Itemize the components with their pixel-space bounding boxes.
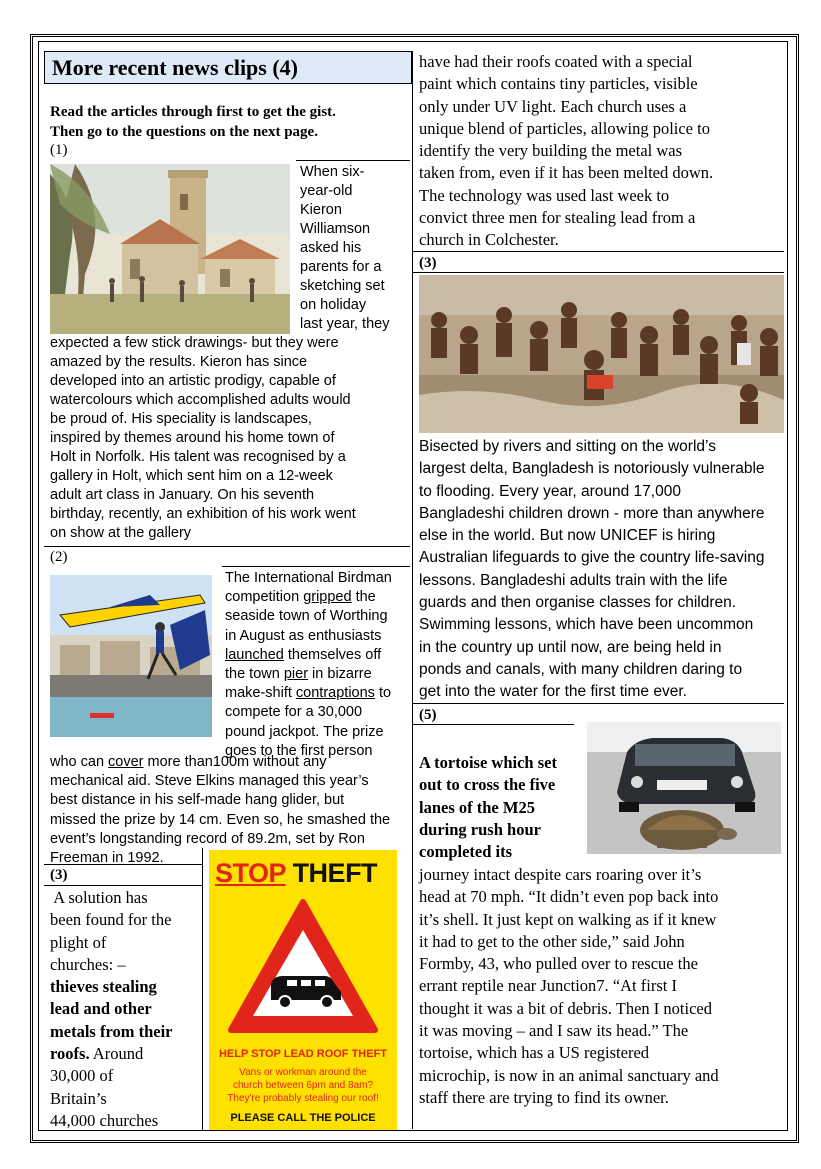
page-title: More recent news clips (4) xyxy=(52,55,299,80)
vocab-word: cover xyxy=(108,754,144,770)
text-line: head at 70 mph. “It didn’t even pop back into xyxy=(419,887,719,907)
text-span: to xyxy=(374,685,392,702)
text-line: Freeman in 1992. xyxy=(50,850,164,867)
text-line: lanes of the M25 xyxy=(419,797,535,817)
text-line: year-old xyxy=(300,183,353,199)
text-line: parents for a xyxy=(300,259,382,275)
text-line: thought it was a bit of debris. Then I noticed xyxy=(419,998,712,1018)
text-line: inspired by themes around his home town of xyxy=(50,430,335,446)
text-line: churches: – xyxy=(50,954,126,974)
divider xyxy=(412,724,574,725)
text-line: microchip, is now in an animal sanctuary and xyxy=(419,1065,719,1085)
text-line: missed the prize by 14 cm. Even so, he smashed the xyxy=(50,811,391,828)
text-line: Williamson xyxy=(300,221,371,237)
text-line: They're probably stealing our roof! xyxy=(227,1093,379,1104)
divider xyxy=(222,566,410,567)
text-line: journey intact despite cars roaring over it’s xyxy=(419,865,702,884)
divider xyxy=(296,160,410,161)
text-line: sketching set xyxy=(300,278,385,294)
text-line xyxy=(225,684,413,703)
text-line: church in Colchester. xyxy=(419,230,559,250)
text-line: expected a few stick drawings- but they were xyxy=(50,335,339,351)
text-line: largest delta, Bangladesh is notoriously vulnerable xyxy=(419,460,765,478)
text-line: Bangladeshi children drown - more than anywhere xyxy=(419,504,765,522)
divider xyxy=(412,251,784,252)
text-line: watercolours which accomplished adults would xyxy=(50,392,351,408)
text-line: Holt in Norfolk. His talent was recognised by a xyxy=(50,449,346,465)
text-line: taken from, even if it has been melted down. xyxy=(419,163,714,183)
title-box xyxy=(44,51,412,84)
column-divider xyxy=(412,51,413,1129)
text-line: unique blend of particles, allowing police to xyxy=(419,118,710,138)
text-line: identify the very building the metal was xyxy=(419,141,683,161)
text-line: The International Birdman xyxy=(225,570,392,586)
text-line: lessons. Bangladeshi adults train with the life xyxy=(419,571,728,589)
intro-line-2: Then go to the questions on the next page. xyxy=(50,124,318,140)
text-line: lead and other xyxy=(50,999,152,1019)
article-1-body xyxy=(50,334,412,543)
text-line: A tortoise which set xyxy=(419,753,557,772)
text-line: only under UV light. Each church uses a xyxy=(419,96,687,116)
text-line: Kieron xyxy=(300,202,342,218)
text-line: been found for the xyxy=(50,910,172,930)
text-line: get into the water for the first time ever. xyxy=(419,683,687,701)
text-line: during rush hour xyxy=(419,819,541,839)
vocab-word: contraptions xyxy=(295,685,375,702)
text-line: compete for a 30,000 xyxy=(225,704,363,721)
article-1-side-text xyxy=(300,163,410,334)
children-swimming-image xyxy=(419,275,784,433)
text-line: 30,000 of xyxy=(50,1066,114,1086)
text-line: mechanical aid. Steve Elkins managed this year’s xyxy=(50,773,369,790)
text-line: asked his xyxy=(300,240,362,256)
text-line: gallery in Holt, which sent him on a 12-week xyxy=(50,468,333,484)
text-span: in bizarre xyxy=(308,666,372,683)
divider xyxy=(44,546,410,547)
text-span: Around xyxy=(89,1044,144,1064)
text-line: Australian lifeguards to give the country life-saving xyxy=(419,549,765,567)
watercolour-church-image xyxy=(50,164,290,334)
text-line: When six- xyxy=(300,164,365,180)
text-span: roofs. xyxy=(50,1044,90,1064)
text-line: Britain’s xyxy=(50,1088,107,1108)
text-line: developed into an artistic prodigy, capable of xyxy=(50,373,336,389)
intro-line-1: Read the articles through first to get the gist. xyxy=(50,104,336,120)
text-span: the xyxy=(351,589,376,606)
vocab-word: gripped xyxy=(303,589,352,606)
text-span: competition xyxy=(225,589,304,606)
text-line: on holiday xyxy=(300,297,367,313)
stop-theft-poster xyxy=(209,850,397,1130)
article-5-side-text xyxy=(419,752,589,863)
divider xyxy=(412,272,784,273)
text-line xyxy=(50,1043,202,1065)
text-line: Formby, 43, who pulled over to rescue the xyxy=(419,954,698,974)
text-line xyxy=(225,588,413,607)
text-line: The technology was used last week to xyxy=(419,185,670,205)
article-1-label: (1) xyxy=(50,142,68,158)
article-3-label: (3) xyxy=(50,867,68,883)
text-line: have had their roofs coated with a special xyxy=(419,52,693,71)
text-line: else in the world. But now UNICEF is hiring xyxy=(419,527,716,545)
text-span: make-shift xyxy=(225,685,296,702)
text-line xyxy=(50,753,412,772)
text-line: event’s longstanding record of 89.2m, set by Ron xyxy=(50,830,365,847)
text-line: amazed by the results. Kieron has since xyxy=(50,354,308,370)
divider xyxy=(202,848,203,1131)
text-line: paint which contains tiny particles, visible xyxy=(419,74,698,94)
text-line: best distance in his self-made hang glider, but xyxy=(50,792,345,809)
text-line: birthday, recently, an exhibition of his work went xyxy=(50,506,356,522)
text-line: Bisected by rivers and sitting on the world’s xyxy=(419,438,716,455)
text-line: guards and then organise classes for children. xyxy=(419,594,737,612)
text-line: completed its xyxy=(419,842,513,862)
text-line: to flooding. Every year, around 17,000 xyxy=(419,482,681,500)
article-3-continued xyxy=(419,51,784,252)
text-line: it’s shell. It just kept on walking as if it knew xyxy=(419,909,717,929)
text-line: be proud of. His speciality is landscapes, xyxy=(50,411,312,427)
text-line: it was moving – and I saw its head.” The xyxy=(419,1021,689,1041)
article-3-text xyxy=(50,887,202,1132)
birdman-glider-image xyxy=(50,575,212,737)
article-2-label: (2) xyxy=(50,549,68,565)
text-line xyxy=(225,646,413,665)
text-span: who can xyxy=(50,754,109,770)
divider xyxy=(44,885,202,886)
text-line: ponds and canals, with many children daring to xyxy=(419,660,743,678)
article-5-body xyxy=(419,864,787,1109)
text-line: plight of xyxy=(50,932,107,952)
article-2-side-text xyxy=(225,569,413,761)
text-line: last year, they xyxy=(300,316,390,332)
divider xyxy=(44,864,202,865)
text-line: errant reptile near Junction7. “At first I xyxy=(419,976,677,996)
poster-heading: HELP STOP LEAD ROOF THEFT xyxy=(218,1048,388,1060)
poster-stop-word: STOP xyxy=(215,858,286,888)
text-line xyxy=(225,665,413,684)
text-line: Vans or workman around the xyxy=(239,1067,367,1078)
poster-theft-word: THEFT xyxy=(292,858,378,888)
text-span: the town xyxy=(225,666,284,683)
text-span: more than100m without any xyxy=(143,754,327,770)
vocab-word: pier xyxy=(283,666,309,683)
text-line: it had to get to the other side,” said John xyxy=(419,931,685,951)
text-span: themselves off xyxy=(283,646,382,663)
vocab-word: launched xyxy=(225,646,284,663)
warning-triangle-icon xyxy=(227,896,379,1036)
text-line: metals from their xyxy=(50,1021,173,1041)
text-line: in August as enthusiasts xyxy=(225,627,382,644)
text-line: church between 6pm and 8am? xyxy=(232,1080,374,1091)
text-line: adult art class in January. On his seventh xyxy=(50,487,315,503)
article-4-label: (3) xyxy=(419,255,437,271)
text-line: pound jackpot. The prize xyxy=(225,723,384,740)
text-line: in the country up until now, are being held in xyxy=(419,638,722,656)
text-line: on show at the gallery xyxy=(50,525,192,541)
article-4-body xyxy=(419,436,789,704)
text-line: convict three men for stealing lead from a xyxy=(419,208,696,228)
text-line: Swimming lessons, which have been uncommon xyxy=(419,616,754,634)
text-line: A solution has xyxy=(50,888,148,907)
text-line: staff there are trying to find its owner. xyxy=(419,1087,669,1107)
text-line: tortoise, which has a US registered xyxy=(419,1043,650,1063)
article-5-label: (5) xyxy=(419,707,437,723)
poster-body xyxy=(209,1066,397,1105)
divider xyxy=(412,703,784,704)
text-line: 44,000 churches xyxy=(50,1110,159,1130)
text-line: seaside town of Worthing xyxy=(225,608,388,625)
text-line: goes to the first person xyxy=(225,742,373,759)
text-line: thieves stealing xyxy=(50,977,157,997)
text-line: out to cross the five xyxy=(419,775,556,795)
intro-instructions xyxy=(50,102,410,142)
tortoise-road-image xyxy=(587,722,781,854)
poster-call-police: PLEASE CALL THE POLICE xyxy=(230,1112,376,1124)
